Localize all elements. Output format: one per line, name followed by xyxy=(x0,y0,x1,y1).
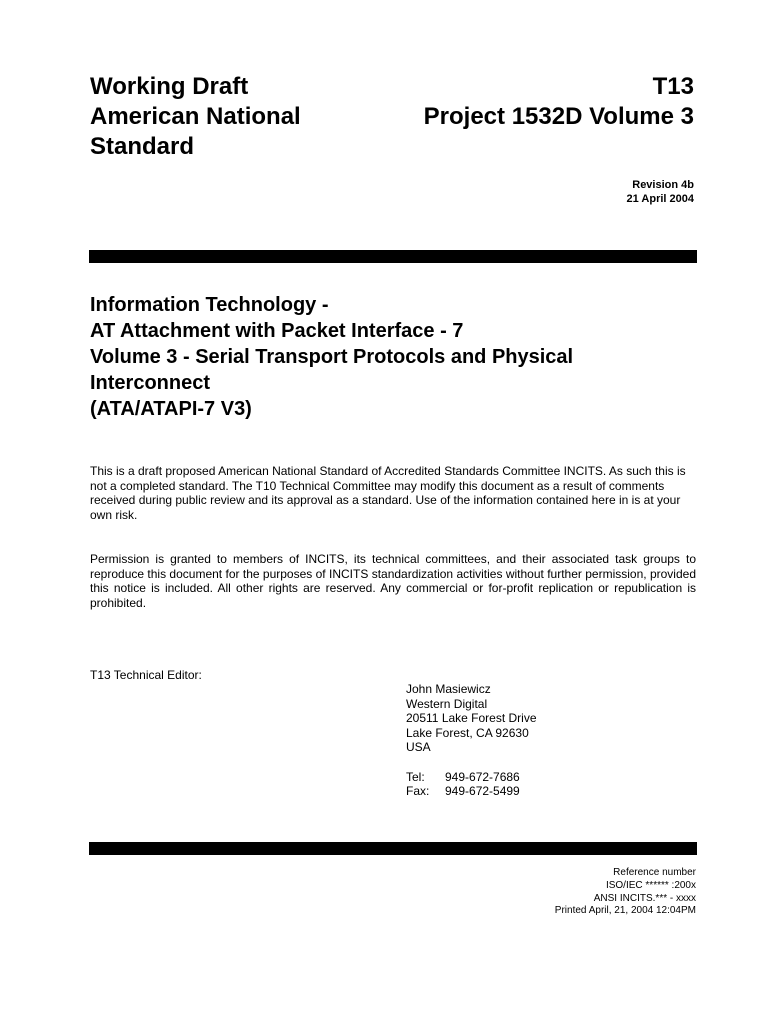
title-line: Information Technology - xyxy=(90,294,329,316)
draft-notice: This is a draft proposed American National Standard of Accredited Standards Committee INCITS. As such this is not a completed standard. The T10 Technical Committee may modify this document as a result of comments received during public review and its approval as a standard. Use of the information contained here in is at your own risk. xyxy=(90,464,686,522)
fax-number: 949-672-5499 xyxy=(445,784,520,799)
editor-street: 20511 Lake Forest Drive xyxy=(406,711,537,726)
revision-block xyxy=(627,178,694,206)
revision-number: Revision 4b xyxy=(632,179,694,191)
fax-row xyxy=(406,784,537,799)
title-line: AT Attachment with Packet Interface - 7 xyxy=(90,320,464,342)
fax-label: Fax: xyxy=(406,784,430,799)
spacer xyxy=(406,755,537,770)
committee-name: T13 xyxy=(652,73,694,100)
reference-line: ISO/IEC ****** :200x xyxy=(605,879,696,891)
editor-city: Lake Forest, CA 92630 xyxy=(406,725,529,740)
top-divider xyxy=(89,250,697,263)
status-line: Working Draft xyxy=(90,73,249,100)
reference-block xyxy=(555,867,696,918)
tel-number: 949-672-7686 xyxy=(445,769,520,784)
editor-contact xyxy=(406,682,537,799)
project-number: Project 1532D Volume 3 xyxy=(423,103,694,130)
bottom-divider xyxy=(89,842,697,855)
tel-row xyxy=(406,770,537,785)
status-line: American National xyxy=(90,103,301,130)
reference-line: Reference number xyxy=(613,867,696,878)
editor-company: Western Digital xyxy=(406,696,488,711)
document-title xyxy=(90,292,573,422)
printed-date: Printed April, 21, 2004 12:04PM xyxy=(554,905,696,917)
tel-label: Tel: xyxy=(406,769,425,784)
revision-date: 21 April 2004 xyxy=(626,193,694,205)
editor-name: John Masiewicz xyxy=(406,682,491,696)
reference-line: ANSI INCITS.*** - xxxx xyxy=(593,892,696,904)
title-line: Interconnect xyxy=(90,372,211,394)
title-line: (ATA/ATAPI-7 V3) xyxy=(90,398,252,420)
editor-country: USA xyxy=(406,740,431,755)
status-line: Standard xyxy=(90,133,195,160)
editor-label: T13 Technical Editor: xyxy=(90,668,202,682)
title-line: Volume 3 - Serial Transport Protocols and Physical xyxy=(90,346,574,368)
permission-notice: Permission is granted to members of INCITS, its technical committees, and their associated task groups to reproduce this document for the purposes of INCITS standardization activities without further permission, provided this notice is included. All other rights are reserved. Any commercial or for-profit replication or republication is prohibited. xyxy=(90,552,696,610)
document-status xyxy=(90,72,301,162)
project-id xyxy=(424,72,694,132)
